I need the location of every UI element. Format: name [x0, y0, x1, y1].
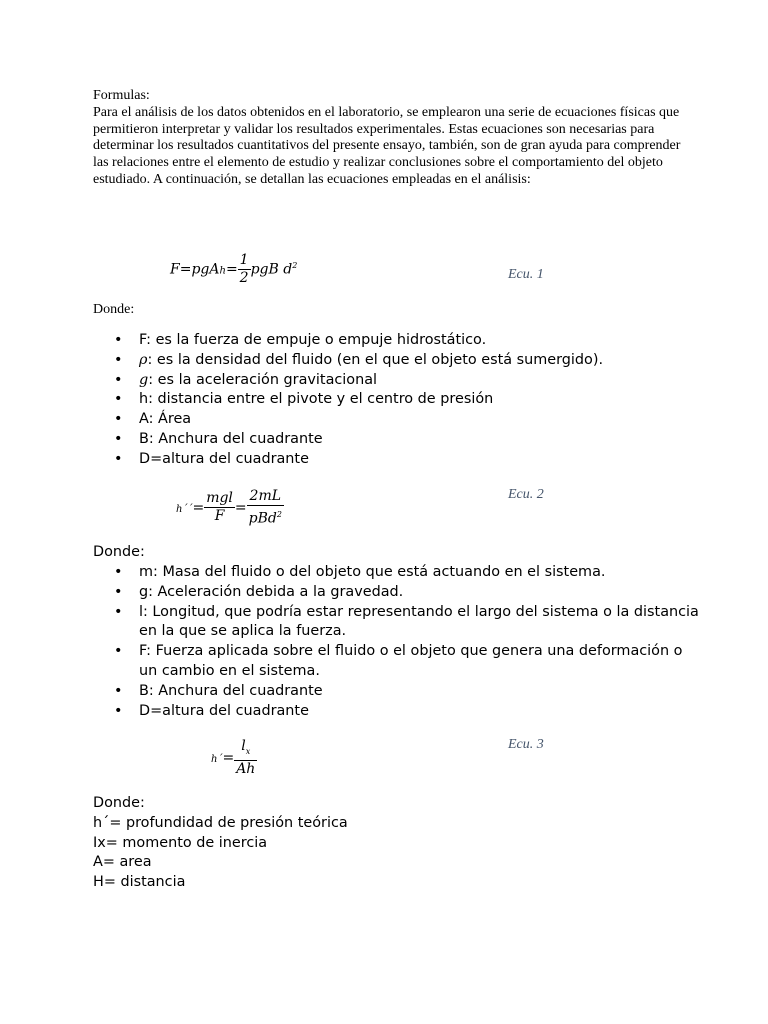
eq2-equals-2: = — [234, 499, 247, 516]
eq1-denominator: 2 — [239, 270, 249, 286]
equation-1 — [170, 252, 297, 287]
donde-2: Donde: — [93, 544, 145, 560]
list-item: • g: Aceleración debida a la gravedad. — [93, 583, 699, 603]
equation-2 — [176, 488, 284, 528]
list-item: • g: es la aceleración gravitacional — [93, 371, 699, 391]
list-item: • B: Anchura del cuadrante — [93, 430, 699, 450]
list-item: • B: Anchura del cuadrante — [93, 682, 699, 702]
list-item: • m: Masa del fluido o del objeto que está actuando en el sistema. — [93, 563, 699, 583]
list-item: • ρ: es la densidad del fluido (en el que el objeto está sumergido). — [93, 351, 699, 371]
list-item: • h: distancia entre el pivote y el centro de presión — [93, 390, 699, 410]
equation-3 — [211, 738, 257, 778]
eq2-denominator-1: F — [214, 508, 225, 525]
eq3-fraction — [234, 738, 257, 778]
eq2-lhs: h´´ — [176, 503, 193, 515]
eq2-denominator-2: pBd$^2$ — [248, 510, 282, 527]
definitions-3 — [93, 794, 348, 893]
eq1-lhs: F=pgA — [170, 261, 220, 278]
eq1-d: d — [283, 261, 293, 278]
eq1-fraction — [238, 252, 251, 287]
eq2-label: Ecu. 2 — [508, 487, 544, 502]
intro-section — [93, 88, 683, 189]
eq1-h: h — [219, 265, 226, 277]
eq1-rhs: pgB — [250, 261, 279, 278]
eq1-exponent: 2 — [292, 260, 298, 270]
list-item: • D=altura del cuadrante — [93, 702, 699, 722]
eq1-equals: = — [225, 261, 238, 278]
intro-heading: Formulas: — [93, 88, 150, 103]
list-item: • A: Área — [93, 410, 699, 430]
definition-line: h´= profundidad de presión teórica — [93, 814, 348, 831]
eq1-label: Ecu. 1 — [508, 267, 544, 282]
list-item: • F: Fuerza aplicada sobre el fluido o el objeto que genera una deformación o un cambio en el sistema. — [93, 642, 699, 682]
list-item: • F: es la fuerza de empuje o empuje hidrostático. — [93, 331, 699, 351]
eq3-denominator: Ah — [236, 760, 256, 777]
variable-list-1 — [93, 331, 699, 470]
donde-3: Donde: — [93, 795, 145, 811]
eq3-numerator: $l_x$ — [234, 738, 257, 761]
intro-paragraph: Para el análisis de los datos obtenidos en el laboratorio, se emplearon una serie de ecuaciones físicas que permitieron interpretar y validar los resultados experimentales. Estas ecuaciones son necesarias para determinar los resultados cuantitativos del presente ensayo, también, son de gran ayuda para comprender las relaciones entre el elemento de estudio y realizar conclusiones sobre el comportamiento del objeto estudiado. A continuación, se detallan las ecuaciones empleadas en el análisis: — [93, 104, 681, 187]
variable-list-2 — [93, 563, 699, 721]
g-symbol: g — [139, 371, 149, 388]
rho-symbol: ρ — [139, 351, 148, 368]
eq3-equals: = — [222, 749, 235, 766]
eq2-fraction-2 — [247, 488, 284, 528]
eq3-label: Ecu. 3 — [508, 737, 544, 752]
definition-line: A= area — [93, 854, 152, 871]
eq3-subscript: x — [245, 746, 251, 756]
donde-1: Donde: — [93, 302, 135, 317]
eq3-lhs: h´ — [211, 753, 223, 765]
definition-line: Ix= momento de inercia — [93, 834, 268, 851]
list-item: • D=altura del cuadrante — [93, 450, 699, 470]
eq2-numerator-1: mgl — [206, 490, 233, 507]
eq2-exponent: 2 — [276, 510, 282, 519]
eq2-numerator-2: 2mL — [247, 488, 284, 506]
eq2-fraction-1 — [204, 490, 235, 525]
eq1-numerator: 1 — [239, 252, 249, 268]
list-item: • l: Longitud, que podría estar representando el largo del sistema o la distancia en la que se aplica la fuerza. — [93, 603, 699, 643]
definition-line: H= distancia — [93, 874, 186, 891]
eq2-equals-1: = — [192, 499, 205, 516]
